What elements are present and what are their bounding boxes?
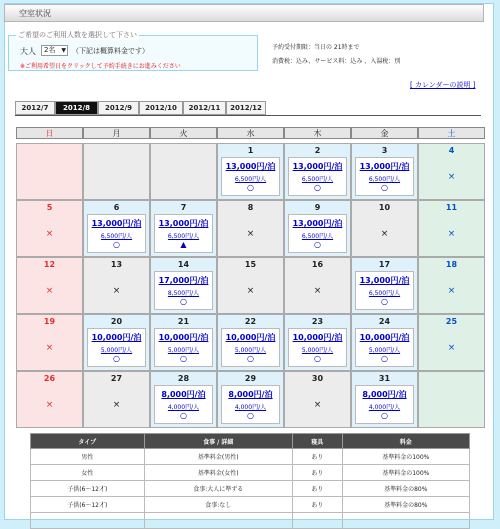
unavailable-icon: × [45,343,54,353]
day-number: 16 [311,260,324,269]
nightly-price-link[interactable]: 8,000円/泊 [228,390,273,399]
calendar-day [418,314,485,371]
table-row [31,481,470,497]
day-number: 4 [448,146,455,155]
table-cell: 子供(6～12才) [31,497,145,513]
calendar-day[interactable] [284,200,351,257]
day-number: 9 [314,203,321,212]
day-number: 17 [378,260,391,269]
nightly-price-link[interactable]: 8,000円/泊 [362,390,407,399]
calendar-day [284,257,351,314]
per-person-price-link[interactable]: 6,500円/人 [234,176,267,183]
available-icon: ○ [381,354,388,363]
unavailable-icon: × [447,172,456,182]
day-number: 18 [445,260,458,269]
price-box[interactable] [221,328,280,367]
weekday-header: 火 [150,127,217,139]
per-person-price-link[interactable]: 6,500円/人 [100,233,133,240]
day-number: 20 [110,317,123,326]
tab-month[interactable]: 2012/12 [226,101,266,115]
weekday-header: 金 [351,127,418,139]
nightly-price-link[interactable]: 13,000円/泊 [292,219,343,228]
unavailable-icon: × [447,343,456,353]
weekday-header: 日 [16,127,83,139]
unavailable-icon: × [45,400,54,410]
calendar-day[interactable] [217,143,284,200]
day-number: 15 [244,260,257,269]
table-cell [342,513,469,529]
per-person-price-link[interactable]: 5,000円/人 [301,347,334,354]
day-number: 28 [177,374,190,383]
unavailable-icon: × [246,286,255,296]
table-cell: 基準料金の100% [342,465,469,481]
per-person-price-link[interactable]: 6,500円/人 [368,290,401,297]
nightly-price-link[interactable]: 13,000円/泊 [91,219,142,228]
table-cell: 食事:大人に準ずる [144,481,292,497]
available-icon: ○ [381,183,388,192]
table-row [31,497,470,513]
column-header: タイプ [31,434,145,449]
calendar-day [83,257,150,314]
per-person-price-link[interactable]: 4,000円/人 [167,404,200,411]
table-cell: あり [292,465,342,481]
table-cell [144,513,292,529]
nightly-price-link[interactable]: 13,000円/泊 [359,162,410,171]
table-cell: 基準料金(女性) [144,465,292,481]
tab-month[interactable]: 2012/11 [183,101,226,115]
calendar-day[interactable] [217,314,284,371]
calendar-help-link[interactable]: [ カレンダーの説明 ] [410,81,476,89]
available-icon: ○ [180,354,187,363]
per-person-price-link[interactable]: 6,500円/人 [301,233,334,240]
price-box[interactable] [154,214,213,253]
adult-count-select[interactable] [41,45,68,56]
calendar-day[interactable] [351,371,418,428]
day-number: 5 [46,203,53,212]
nightly-price-link[interactable]: 10,000円/泊 [292,333,343,342]
guest-selector-legend: ご希望のご利用人数を選択して下さい [18,31,137,39]
calendar-day[interactable] [150,314,217,371]
section-titlebar [4,4,484,22]
per-person-price-link[interactable]: 6,500円/人 [301,176,334,183]
tab-divider [15,115,481,116]
per-person-price-link[interactable]: 8,500円/人 [167,290,200,297]
price-box[interactable] [288,157,347,196]
day-number: 6 [113,203,120,212]
table-cell: あり [292,449,342,465]
nightly-price-link[interactable]: 13,000円/泊 [158,219,209,228]
day-number: 22 [244,317,257,326]
unavailable-icon: × [447,229,456,239]
table-row [31,449,470,465]
price-table [30,433,470,529]
tax-info: 消費税：込み、サービス料：込み 、入湯税：別 [272,58,401,65]
calendar-day [16,314,83,371]
unavailable-icon: × [112,286,121,296]
day-number: 13 [110,260,123,269]
per-person-price-link[interactable]: 5,000円/人 [368,347,401,354]
calendar-day [217,257,284,314]
nightly-price-link[interactable]: 13,000円/泊 [359,276,410,285]
day-number: 27 [110,374,123,383]
price-box[interactable] [154,271,213,310]
price-box[interactable] [355,385,414,424]
calendar-cell-empty [418,371,485,428]
calendar-day [418,200,485,257]
day-number: 8 [247,203,254,212]
table-cell: 基準料金の80% [342,481,469,497]
available-icon: ○ [113,240,120,249]
unavailable-icon: × [45,229,54,239]
table-row [31,465,470,481]
per-person-price-link[interactable]: 5,000円/人 [100,347,133,354]
per-person-price-link[interactable]: 5,000円/人 [167,347,200,354]
calendar-day[interactable] [83,314,150,371]
calendar-day [418,143,485,200]
day-number: 26 [43,374,56,383]
day-number: 21 [177,317,190,326]
nightly-price-link[interactable]: 17,000円/泊 [158,276,209,285]
table-cell [31,513,145,529]
unavailable-icon: × [112,400,121,410]
calendar-day[interactable] [150,200,217,257]
calendar-day[interactable] [284,314,351,371]
available-icon: ○ [381,411,388,420]
calendar-day [16,371,83,428]
calendar-day [351,200,418,257]
calendar-cell-empty [83,143,150,200]
day-number: 31 [378,374,391,383]
price-note: （下記は概算料金です） [72,47,149,55]
price-box[interactable] [154,328,213,367]
available-icon: ○ [247,354,254,363]
calendar-cell-empty [150,143,217,200]
day-number: 11 [445,203,458,212]
calendar-day[interactable] [351,314,418,371]
table-row [31,513,470,529]
calendar-day [284,371,351,428]
price-box[interactable] [355,328,414,367]
available-icon: ○ [381,297,388,306]
available-icon: ○ [314,183,321,192]
per-person-price-link[interactable]: 6,500円/人 [368,176,401,183]
tab-month[interactable]: 2012/9 [98,101,139,115]
table-cell: 基準料金の80% [342,497,469,513]
day-number: 12 [43,260,56,269]
table-cell: あり [292,497,342,513]
calendar-cell-empty [16,143,83,200]
day-number: 24 [378,317,391,326]
price-box[interactable] [355,157,414,196]
weekday-header: 月 [83,127,150,139]
nightly-price-link[interactable]: 10,000円/泊 [91,333,142,342]
table-cell: 男性 [31,449,145,465]
adult-label: 大人 [20,47,36,56]
available-icon: ○ [314,354,321,363]
available-icon: ○ [247,411,254,420]
table-cell: 子供(6～12才) [31,481,145,497]
available-icon: ○ [180,411,187,420]
calendar-day [418,257,485,314]
calendar-day [83,371,150,428]
day-number: 7 [180,203,187,212]
instruction-note: ※ご利用希望日をクリックして予約手続きにお進みください [20,63,181,70]
day-number: 14 [177,260,190,269]
table-cell: 食事:なし [144,497,292,513]
calendar-day[interactable] [150,257,217,314]
unavailable-icon: × [313,400,322,410]
day-number: 30 [311,374,324,383]
day-number: 1 [247,146,254,155]
price-box[interactable] [87,328,146,367]
column-header: 食事 / 詳細 [144,434,292,449]
few-left-icon: ▲ [180,240,187,249]
day-number: 10 [378,203,391,212]
table-cell: 女性 [31,465,145,481]
day-number: 3 [381,146,388,155]
unavailable-icon: × [246,229,255,239]
booking-deadline-info: 予約受付期限：当日の 21時まで [272,44,360,51]
price-box[interactable] [355,271,414,310]
nightly-price-link[interactable]: 13,000円/泊 [225,162,276,171]
calendar-day[interactable] [284,143,351,200]
price-box[interactable] [154,385,213,424]
tab-month[interactable]: 2012/10 [139,101,183,115]
day-number: 29 [244,374,257,383]
price-box[interactable] [288,214,347,253]
price-box[interactable] [221,385,280,424]
weekday-header: 土 [418,127,485,139]
calendar-day[interactable] [150,371,217,428]
adult-count-value: 2名 [44,46,56,54]
price-box[interactable] [87,214,146,253]
day-number: 25 [445,317,458,326]
available-icon: ○ [314,240,321,249]
chevron-down-icon: ▼ [61,47,66,54]
day-number: 2 [314,146,321,155]
column-header: 料金 [342,434,469,449]
nightly-price-link[interactable]: 10,000円/泊 [158,333,209,342]
calendar-day[interactable] [83,200,150,257]
table-cell: あり [292,481,342,497]
nightly-price-link[interactable]: 8,000円/泊 [161,390,206,399]
calendar-day[interactable] [217,371,284,428]
price-box[interactable] [221,157,280,196]
day-number: 23 [311,317,324,326]
per-person-price-link[interactable]: 5,000円/人 [234,347,267,354]
tab-month[interactable]: 2012/8 [55,101,98,115]
calendar-day[interactable] [351,143,418,200]
unavailable-icon: × [447,286,456,296]
nightly-price-link[interactable]: 10,000円/泊 [225,333,276,342]
column-header: 寝具 [292,434,342,449]
nightly-price-link[interactable]: 13,000円/泊 [292,162,343,171]
page-title: 空室状況 [19,9,51,18]
available-icon: ○ [247,183,254,192]
per-person-price-link[interactable]: 6,500円/人 [167,233,200,240]
unavailable-icon: × [45,286,54,296]
weekday-header: 木 [284,127,351,139]
calendar-day[interactable] [351,257,418,314]
calendar-day [217,200,284,257]
table-cell: 基準料金の100% [342,449,469,465]
tab-month[interactable]: 2012/7 [15,101,55,115]
per-person-price-link[interactable]: 4,000円/人 [368,404,401,411]
table-cell: 基準料金(男性) [144,449,292,465]
day-number: 19 [43,317,56,326]
weekday-header: 水 [217,127,284,139]
unavailable-icon: × [313,286,322,296]
nightly-price-link[interactable]: 10,000円/泊 [359,333,410,342]
calendar-day [16,257,83,314]
calendar-day [16,200,83,257]
per-person-price-link[interactable]: 4,000円/人 [234,404,267,411]
table-cell [292,513,342,529]
unavailable-icon: × [380,229,389,239]
price-box[interactable] [288,328,347,367]
available-icon: ○ [113,354,120,363]
available-icon: ○ [180,297,187,306]
